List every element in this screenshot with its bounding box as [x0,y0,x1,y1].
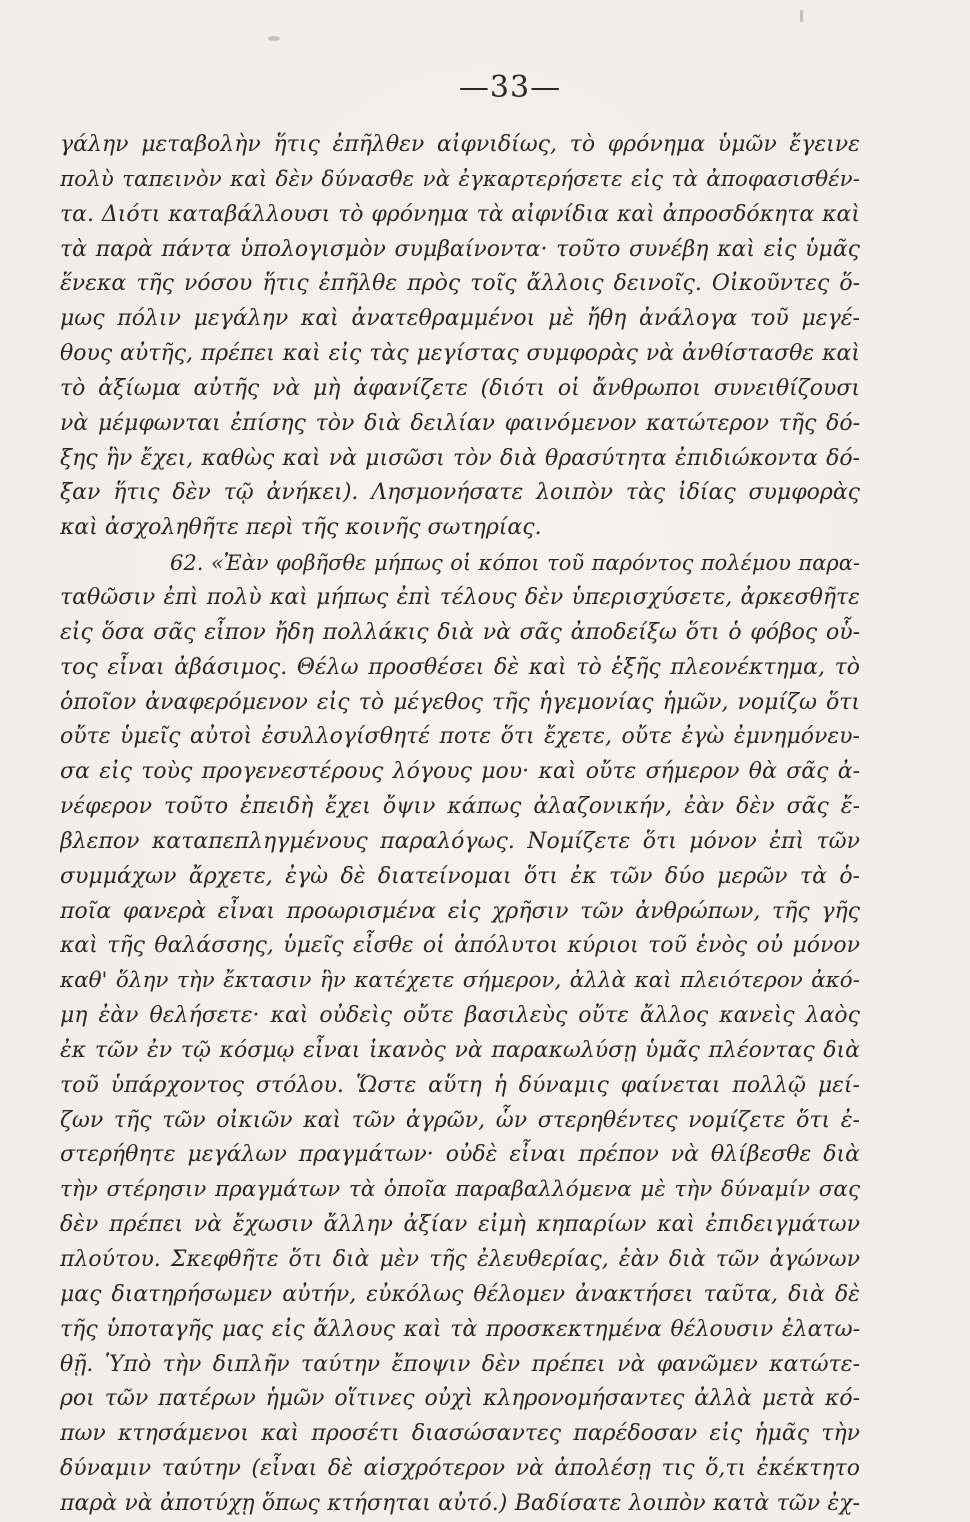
text-line: πων κτησάμενοι καὶ προσέτι διασώσαντες παρέδοσαν εἰς ἡμᾶς τὴν [60,1421,860,1447]
text-line: καὶ ἀσχοληθῆτε περὶ τῆς κοινῆς σωτηρίας. [60,515,542,541]
text-line: ταθῶσιν ἐπὶ πολὺ καὶ μήπως ἐπὶ τέλους δὲν ὑπερισχύσετε, ἀρκεσθῆτε [60,584,860,610]
text-line: πλούτου. Σκεφθῆτε ὅτι διὰ μὲν τῆς ἐλευθερίας, ἐὰν διὰ τῶν ἀγώνων [60,1247,860,1272]
text-line: μως πόλιν μεγάλην καὶ ἀνατεθραμμένοι μὲ ἤθη ἀνάλογα τοῦ μεγέ- [60,306,860,332]
text-line: καθ' ὅλην τὴν ἔκτασιν ἣν κατέχετε σήμερον, ἀλλὰ καὶ πλειότερον ἀκό- [60,968,860,994]
text-line: ποῖα φανερὰ εἶναι προωρισμένα εἰς χρῆσιν τῶν ἀνθρώπων, τῆς γῆς [60,898,860,924]
page-number: —33— [458,70,562,105]
paragraph-start-line: 62. «Ἐὰν φοβῆσθε μήπως οἱ κόποι τοῦ παρόντος πολέμου παρα- [170,551,860,576]
text-line: συμμάχων ἄρχετε, ἐγὼ δὲ διατείνομαι ὅτι ἐκ τῶν δύο μερῶν τὰ ὁ- [60,863,860,889]
text-line: μη ἐὰν θελήσετε· καὶ οὐδεὶς οὔτε βασιλεὺς οὔτε ἄλλος κανεὶς λαὸς [60,1003,860,1029]
text-line: μας διατηρήσωμεν αὐτήν, εὐκόλως θέλομεν ἀνακτήσει ταῦτα, διὰ δὲ [60,1281,860,1307]
text-line: εἰς ὅσα σᾶς εἶπον ἤδη πολλάκις διὰ νὰ σᾶς ἀποδείξω ὅτι ὁ φόβος οὗ- [60,619,860,645]
text-line: ξης ἣν ἔχει, καθὼς καὶ νὰ μισῶσι τὸν διὰ θρασύτητα ἐπιδιώκοντα δό- [60,445,860,471]
text-line: τὴν στέρησιν πραγμάτων τὰ ὁποῖα παραβαλλόμενα μὲ τὴν δύναμίν σας [60,1177,860,1203]
text-line: βλεπον καταπεπληγμένους παραλόγως. Νομίζετε ὅτι μόνον ἐπὶ τῶν [60,828,860,854]
text-line: σα εἰς τοὺς προγενεστέρους λόγους μου· καὶ οὔτε σήμερον θὰ σᾶς ἀ- [60,759,860,785]
text-line: τος εἶναι ἀβάσιμος. Θέλω προσθέσει δὲ καὶ τὸ ἑξῆς πλεονέκτημα, τὸ [60,654,860,680]
text-line: καὶ τῆς θαλάσσης, ὑμεῖς εἶσθε οἱ ἀπόλυτοι κύριοι τοῦ ἑνὸς οὐ μόνον [60,933,860,959]
text-line: γάλην μεταβολὴν ἥτις ἐπῆλθεν αἰφνιδίως, τὸ φρόνημα ὑμῶν ἔγεινε [60,132,860,157]
text-line: ζων τῆς τῶν οἰκιῶν καὶ τῶν ἀγρῶν, ὧν στερηθέντες νομίζετε ὅτι ἐ- [60,1107,860,1133]
text-line: πολὺ ταπεινὸν καὶ δὲν δύνασθε νὰ ἐγκαρτερήσετε εἰς τὰ ἀποφασισθέν- [60,166,860,192]
text-line: ἕνεκα τῆς νόσου ἥτις ἐπῆλθε πρὸς τοῖς ἄλλοις δεινοῖς. Οἰκοῦντες ὅ- [60,271,860,297]
body-text [60,128,860,1522]
text-line: τὸ ἀξίωμα αὐτῆς νὰ μὴ ἀφανίζετε (διότι οἱ ἄνθρωποι συνειθίζουσι [60,375,860,401]
text-line: ξαν ἥτις δὲν τῷ ἀνήκει). Λησμονήσατε λοιπὸν τὰς ἰδίας συμφορὰς [60,480,860,506]
ink-speck [268,36,280,41]
text-line: δύναμιν ταύτην (εἶναι δὲ αἰσχρότερον νὰ ἀπολέσῃ τις ὅ,τι ἐκέκτητο [60,1456,860,1482]
text-line: οὔτε ὑμεῖς αὐτοὶ ἐσυλλογίσθητέ ποτε ὅτι ἔχετε, οὔτε ἐγὼ ἐμνημόνευ- [60,724,860,750]
text-line: ροι τῶν πατέρων ἡμῶν οἵτινες οὐχὶ κληρονομήσαντες ἀλλὰ μετὰ κό- [60,1386,860,1412]
text-line: ὁποῖον ἀναφερόμενον εἰς τὸ μέγεθος τῆς ἡγεμονίας ἡμῶν, νομίζω ὅτι [60,689,860,715]
text-line: παρὰ νὰ ἀποτύχῃ ὅπως κτήσηται αὐτό.) Βαδίσατε λοιπὸν κατὰ τῶν ἐχ- [60,1490,860,1516]
text-line: τοῦ ὑπάρχοντος στόλου. Ὥστε αὕτη ἡ δύναμις φαίνεται πολλῷ μεί- [60,1072,860,1098]
text-line: τὰ παρὰ πάντα ὑπολογισμὸν συμβαίνοντα· τοῦτο συνέβη καὶ εἰς ὑμᾶς [60,236,860,262]
text-line: δὲν πρέπει νὰ ἔχωσιν ἄλλην ἀξίαν εἰμὴ κηπαρίων καὶ ἐπιδειγμάτων [60,1212,860,1238]
text-line: τα. Διότι καταβάλλουσι τὸ φρόνημα τὰ αἰφνίδια καὶ ἀπροσδόκητα καὶ [60,201,860,227]
text-line: νὰ μέμφωνται ἐπίσης τὸν διὰ δειλίαν φαινόμενον κατώτερον τῆς δό- [60,410,860,436]
ink-speck [800,10,803,22]
text-line: θους αὐτῆς, πρέπει καὶ εἰς τὰς μεγίστας συμφορὰς νὰ ἀνθίστασθε καὶ [60,341,860,367]
text-line: ἐκ τῶν ἐν τῷ κόσμῳ εἶναι ἱκανὸς νὰ παρακωλύσῃ ὑμᾶς πλέοντας διὰ [60,1037,860,1063]
text-line: νέφερον τοῦτο ἐπειδὴ ἔχει ὄψιν κάπως ἀλαζονικήν, ἐὰν δὲν σᾶς ἔ- [60,794,860,820]
text-line: στερήθητε μεγάλων πραγμάτων· οὐδὲ εἶναι πρέπον νὰ θλίβεσθε διὰ [60,1142,860,1168]
text-line: τῆς ὑποταγῆς μας εἰς ἄλλους καὶ τὰ προσκεκτημένα θέλουσιν ἐλατω- [60,1316,860,1342]
text-line: θῇ. Ὑπὸ τὴν διπλῆν ταύτην ἔποψιν δὲν πρέπει νὰ φανῶμεν κατώτε- [60,1351,860,1377]
